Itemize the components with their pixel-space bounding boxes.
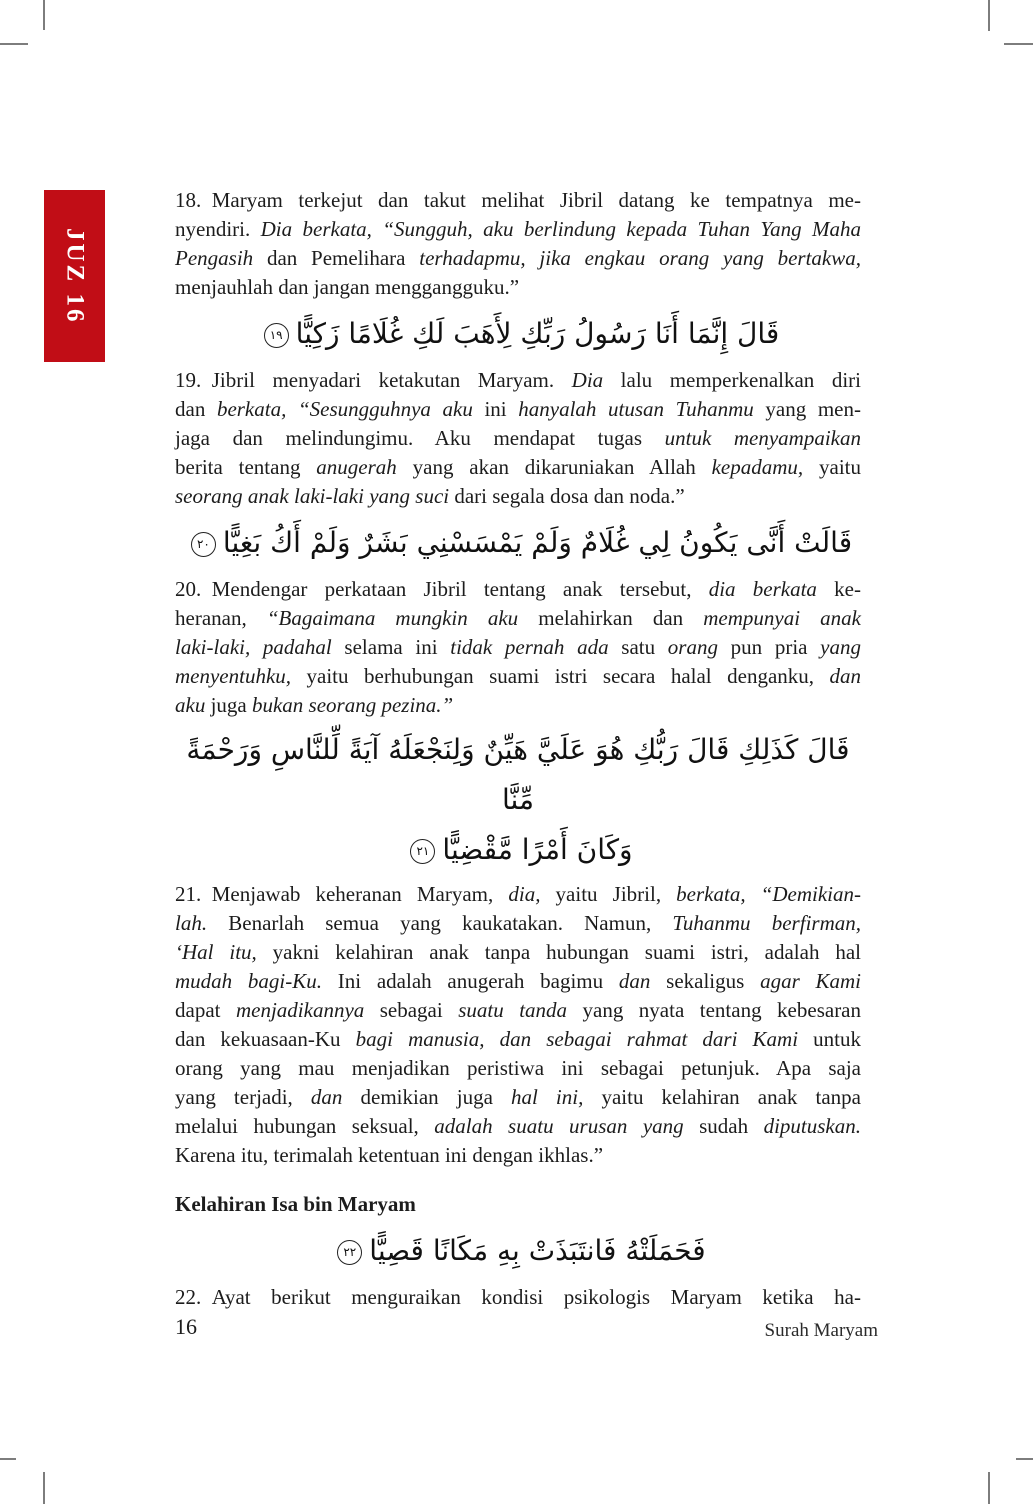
ayah-number-ornament: ٢١ xyxy=(410,839,435,864)
text-line: mudah bagi-Ku. Ini adalah anugerah bagimu dan sekaligus agar Kami xyxy=(175,969,862,993)
crop-mark xyxy=(0,43,28,45)
arabic-text: قَالَتْ أَنَّى يَكُونُ لِي غُلَامٌ وَلَمْ يَمْسَسْنِي بَشَرٌ وَلَمْ أَكُ بَغِيًّا xyxy=(222,526,853,559)
text-line: menjauhlah dan jangan menggangguku.” xyxy=(175,275,520,299)
text-line: jaga dan melindungimu. Aku mendapat tugas untuk menyampaikan xyxy=(175,426,861,450)
text-line: Karena itu, terimalah ketentuan ini dengan ikhlas.” xyxy=(175,1143,604,1167)
arabic-verse-22 xyxy=(175,1224,861,1278)
arabic-verse-19 xyxy=(175,307,861,361)
paragraph-18 xyxy=(175,186,861,302)
ayah-number-ornament: ٢٠ xyxy=(191,532,216,557)
juz-tab xyxy=(44,190,105,362)
ayah-number-ornament: ٢٢ xyxy=(337,1240,362,1265)
crop-mark xyxy=(43,0,45,30)
text-line: laki-laki, padahal selama ini tidak pernah ada satu orang pun pria yang xyxy=(175,635,861,659)
arabic-text: قَالَ إِنَّمَا أَنَا رَسُولُ رَبِّكِ لِأَهَبَ لَكِ غُلَامًا زَكِيًّا xyxy=(295,317,780,350)
paragraph-19 xyxy=(175,366,861,511)
crop-mark xyxy=(0,1458,16,1460)
section-heading: Kelahiran Isa bin Maryam xyxy=(175,1192,416,1216)
ayah-number-ornament: ١٩ xyxy=(264,323,289,348)
text-line: dan kekuasaan-Ku bagi manusia, dan sebagai rahmat dari Kami untuk xyxy=(175,1027,862,1051)
paragraph-22 xyxy=(175,1283,861,1312)
text-line: nyendiri. Dia berkata, “Sungguh, aku berlindung kepada Tuhan Yang Maha xyxy=(175,217,862,241)
arabic-text: فَحَمَلَتْهُ فَانتَبَذَتْ بِهِ مَكَانًا قَصِيًّا xyxy=(369,1234,706,1267)
arabic-verse-20 xyxy=(175,516,861,570)
text-line: seorang anak laki-laki yang suci dari segala dosa dan noda.” xyxy=(175,484,685,508)
text-line: Pengasih dan Pemelihara terhadapmu, jika engkau orang yang bertakwa, xyxy=(175,246,862,270)
paragraph-20 xyxy=(175,575,861,720)
text-line: aku juga bukan seorang pezina.” xyxy=(175,693,454,717)
text-line: dapat menjadikannya sebagai suatu tanda yang nyata tentang kebesaran xyxy=(175,998,862,1022)
arabic-verse-21 xyxy=(175,725,861,875)
text-line: orang yang mau menjadikan peristiwa ini sebagai petunjuk. Apa saja xyxy=(175,1056,861,1080)
text-line: 22. Ayat berikut menguraikan kondisi psikologis Maryam ketika ha- xyxy=(175,1285,861,1309)
text-line: lah. Benarlah semua yang kaukatakan. Namun, Tuhanmu berfirman, xyxy=(175,911,861,935)
text-line: 21. Menjawab keheranan Maryam, dia, yaitu Jibril, berkata, “Demikian- xyxy=(175,882,861,906)
text-line: yang terjadi, dan demikian juga hal ini, yaitu kelahiran anak tanpa xyxy=(175,1085,861,1109)
crop-mark xyxy=(43,1472,45,1504)
text-line: 20. Mendengar perkataan Jibril tentang anak tersebut, dia berkata ke- xyxy=(175,577,861,601)
text-line: ‘Hal itu, yakni kelahiran anak tanpa hubungan suami istri, adalah hal xyxy=(175,940,861,964)
text-line: dan berkata, “Sesungguhnya aku ini hanyalah utusan Tuhanmu yang men- xyxy=(175,397,861,421)
text-line: melalui hubungan seksual, adalah suatu urusan yang sudah diputuskan. xyxy=(175,1114,861,1138)
page-number: 16 xyxy=(175,1314,197,1339)
text-line: menyentuhku, yaitu berhubungan suami istri secara halal denganku, dan xyxy=(175,664,861,688)
text-line: 19. Jibril menyadari ketakutan Maryam. Dia lalu memperkenalkan diri xyxy=(175,368,861,392)
page-content xyxy=(175,0,861,1312)
text-line: heranan, “Bagaimana mungkin aku melahirkan dan mempunyai anak xyxy=(175,606,861,630)
text-line: 18. Maryam terkejut dan takut melihat Jibril datang ke tempatnya me- xyxy=(175,188,861,212)
arabic-text-line-2: وَكَانَ أَمْرًا مَّقْضِيًّا٢١ xyxy=(175,825,861,875)
arabic-text-line-1: قَالَ كَذَلِكِ قَالَ رَبُّكِ هُوَ عَلَيَّ هَيِّنٌ وَلِنَجْعَلَهُ آيَةً لِّلنَّاسِ وَرَحْمَةً مِّنَّا xyxy=(186,733,850,816)
juz-tab-label: JUZ 16 xyxy=(61,227,89,325)
crop-mark xyxy=(1004,43,1033,45)
paragraph-21 xyxy=(175,880,861,1170)
running-footer: Surah Maryam xyxy=(764,1320,878,1341)
crop-mark xyxy=(1016,1458,1033,1460)
crop-mark xyxy=(988,1472,990,1504)
text-line: berita tentang anugerah yang akan dikaruniakan Allah kepadamu, yaitu xyxy=(175,455,861,479)
crop-mark xyxy=(988,0,990,31)
